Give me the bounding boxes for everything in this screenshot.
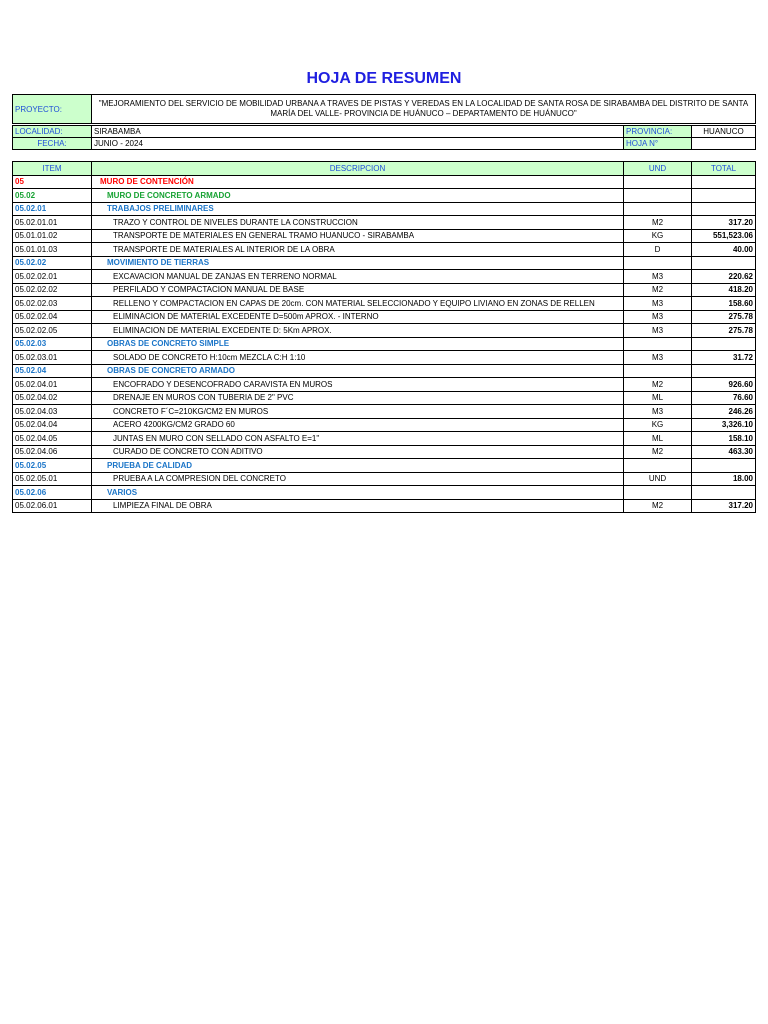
cell-total[interactable]: 418.20: [692, 283, 756, 297]
cell-total[interactable]: 40.00: [692, 243, 756, 257]
localidad-value[interactable]: SIRABAMBA: [92, 126, 624, 138]
cell-descripcion[interactable]: SOLADO DE CONCRETO H:10cm MEZCLA C:H 1:10: [92, 351, 624, 365]
table-row: [13, 324, 756, 338]
project-description[interactable]: "MEJORAMIENTO DEL SERVICIO DE MOBILIDAD URBANA A TRAVES DE PISTAS Y VEREDAS EN LA LOCALIDAD DE SANTA ROSA DE SIRABAMBA DEL DISTRITO DE SANTA MARÍA DEL VALLE- PROVINCIA DE HUÁNUCO – DEPARTAMENTO DE HUÁNUCO": [92, 95, 756, 124]
cell-und[interactable]: [624, 486, 692, 500]
cell-total[interactable]: 317.20: [692, 216, 756, 230]
cell-item[interactable]: 05.02.04.05: [13, 432, 92, 446]
cell-total[interactable]: [692, 256, 756, 270]
cell-descripcion[interactable]: MOVIMIENTO DE TIERRAS: [92, 256, 624, 270]
cell-item[interactable]: 05.02.04.03: [13, 405, 92, 419]
cell-total[interactable]: [692, 189, 756, 203]
cell-total[interactable]: [692, 175, 756, 189]
cell-descripcion[interactable]: RELLENO Y COMPACTACION EN CAPAS DE 20cm. CON MATERIAL SELECCIONADO Y EQUIPO LIVIANO EN ZONAS DE RELLEN: [92, 297, 624, 311]
cell-total[interactable]: 3,326.10: [692, 418, 756, 432]
cell-und[interactable]: ML: [624, 432, 692, 446]
summary-table: [12, 161, 756, 513]
header-total[interactable]: TOTAL: [692, 162, 756, 176]
table-row: [13, 202, 756, 216]
cell-und[interactable]: M2: [624, 378, 692, 392]
cell-descripcion[interactable]: DRENAJE EN MUROS CON TUBERIA DE 2" PVC: [92, 391, 624, 405]
hoja-label[interactable]: HOJA N°: [624, 138, 692, 150]
cell-item[interactable]: 05.02.02.02: [13, 283, 92, 297]
table-row: [13, 283, 756, 297]
cell-descripcion[interactable]: OBRAS DE CONCRETO SIMPLE: [92, 337, 624, 351]
cell-item[interactable]: 05.02.05.01: [13, 472, 92, 486]
cell-descripcion[interactable]: TRAZO Y CONTROL DE NIVELES DURANTE LA CONSTRUCCION: [92, 216, 624, 230]
provincia-label[interactable]: PROVINCIA:: [624, 126, 692, 138]
cell-total[interactable]: [692, 459, 756, 473]
cell-descripcion[interactable]: ELIMINACION DE MATERIAL EXCEDENTE D=500m APROX. - INTERNO: [92, 310, 624, 324]
cell-total[interactable]: 246.26: [692, 405, 756, 419]
header-item[interactable]: ITEM: [13, 162, 92, 176]
cell-total[interactable]: [692, 202, 756, 216]
cell-item[interactable]: 05.02.01.01: [13, 216, 92, 230]
cell-item[interactable]: 05.02.02.05: [13, 324, 92, 338]
cell-und[interactable]: [624, 189, 692, 203]
cell-descripcion[interactable]: PRUEBA A LA COMPRESION DEL CONCRETO: [92, 472, 624, 486]
cell-descripcion[interactable]: PRUEBA DE CALIDAD: [92, 459, 624, 473]
table-row: [13, 486, 756, 500]
table-row: [13, 189, 756, 203]
table-row: [13, 405, 756, 419]
table-row: [13, 445, 756, 459]
cell-und[interactable]: KG: [624, 418, 692, 432]
cell-item[interactable]: 05.01.01.02: [13, 229, 92, 243]
cell-total[interactable]: 551,523.06: [692, 229, 756, 243]
table-row: [13, 391, 756, 405]
cell-und[interactable]: M3: [624, 405, 692, 419]
cell-und[interactable]: UND: [624, 472, 692, 486]
cell-und[interactable]: D: [624, 243, 692, 257]
table-row: [13, 364, 756, 378]
cell-descripcion[interactable]: JUNTAS EN MURO CON SELLADO CON ASFALTO E=1": [92, 432, 624, 446]
cell-und[interactable]: [624, 202, 692, 216]
cell-und[interactable]: M2: [624, 283, 692, 297]
cell-total[interactable]: 220.62: [692, 270, 756, 284]
project-label[interactable]: PROYECTO:: [13, 95, 92, 124]
cell-descripcion[interactable]: ELIMINACION DE MATERIAL EXCEDENTE D: 5Km APROX.: [92, 324, 624, 338]
cell-descripcion[interactable]: OBRAS DE CONCRETO ARMADO: [92, 364, 624, 378]
cell-item[interactable]: 05.02.02: [13, 256, 92, 270]
cell-total[interactable]: 158.60: [692, 297, 756, 311]
table-row: [13, 472, 756, 486]
cell-item[interactable]: 05.02.02.03: [13, 297, 92, 311]
hoja-value[interactable]: [692, 138, 756, 150]
cell-total[interactable]: 18.00: [692, 472, 756, 486]
cell-item[interactable]: 05.02.04: [13, 364, 92, 378]
cell-total[interactable]: 31.72: [692, 351, 756, 365]
table-row: [13, 256, 756, 270]
table-row: [13, 229, 756, 243]
table-row: [13, 351, 756, 365]
cell-und[interactable]: [624, 364, 692, 378]
cell-und[interactable]: [624, 256, 692, 270]
cell-item[interactable]: 05.02.06: [13, 486, 92, 500]
cell-und[interactable]: [624, 337, 692, 351]
cell-descripcion[interactable]: CONCRETO F´C=210KG/CM2 EN MUROS: [92, 405, 624, 419]
table-row: [13, 310, 756, 324]
info-table: [12, 125, 756, 150]
table-row: [13, 270, 756, 284]
cell-descripcion[interactable]: EXCAVACION MANUAL DE ZANJAS EN TERRENO NORMAL: [92, 270, 624, 284]
cell-und[interactable]: ML: [624, 391, 692, 405]
table-row: [13, 175, 756, 189]
cell-total[interactable]: [692, 364, 756, 378]
cell-total[interactable]: 317.20: [692, 499, 756, 513]
cell-und[interactable]: M3: [624, 310, 692, 324]
cell-item[interactable]: 05.02.01: [13, 202, 92, 216]
cell-descripcion[interactable]: VARIOS: [92, 486, 624, 500]
cell-item[interactable]: 05.02: [13, 189, 92, 203]
table-row: [13, 459, 756, 473]
cell-und[interactable]: KG: [624, 229, 692, 243]
cell-total[interactable]: [692, 486, 756, 500]
cell-descripcion[interactable]: MURO DE CONTENCIÓN: [92, 175, 624, 189]
fecha-row: [13, 138, 756, 150]
cell-descripcion[interactable]: TRANSPORTE DE MATERIALES AL INTERIOR DE LA OBRA: [92, 243, 624, 257]
cell-item[interactable]: 05.02.04.04: [13, 418, 92, 432]
table-row: [13, 243, 756, 257]
fecha-label[interactable]: FECHA:: [13, 138, 92, 150]
cell-item[interactable]: 05.02.02.01: [13, 270, 92, 284]
cell-item[interactable]: 05.02.03: [13, 337, 92, 351]
cell-und[interactable]: M3: [624, 270, 692, 284]
cell-descripcion[interactable]: ACERO 4200KG/CM2 GRADO 60: [92, 418, 624, 432]
table-row: [13, 378, 756, 392]
cell-total[interactable]: 76.60: [692, 391, 756, 405]
cell-item[interactable]: 05.02.06.01: [13, 499, 92, 513]
cell-descripcion[interactable]: ENCOFRADO Y DESENCOFRADO CARAVISTA EN MUROS: [92, 378, 624, 392]
provincia-value[interactable]: HUANUCO: [692, 126, 756, 138]
cell-descripcion[interactable]: TRABAJOS PRELIMINARES: [92, 202, 624, 216]
cell-item[interactable]: 05.02.04.06: [13, 445, 92, 459]
table-body: [13, 175, 756, 513]
table-row: [13, 418, 756, 432]
cell-total[interactable]: 275.78: [692, 310, 756, 324]
cell-total[interactable]: 275.78: [692, 324, 756, 338]
cell-total[interactable]: 158.10: [692, 432, 756, 446]
cell-und[interactable]: M2: [624, 499, 692, 513]
header-und[interactable]: UND: [624, 162, 692, 176]
cell-und[interactable]: [624, 175, 692, 189]
page-title: HOJA DE RESUMEN: [306, 70, 462, 87]
cell-item[interactable]: 05.02.05: [13, 459, 92, 473]
table-header: [13, 162, 756, 176]
cell-und[interactable]: M3: [624, 351, 692, 365]
table-row: [13, 499, 756, 513]
cell-descripcion[interactable]: CURADO DE CONCRETO CON ADITIVO: [92, 445, 624, 459]
fecha-value[interactable]: JUNIO - 2024: [92, 138, 624, 150]
cell-item[interactable]: 05.02.04.02: [13, 391, 92, 405]
table-row: [13, 297, 756, 311]
localidad-row: [13, 126, 756, 138]
table-row: [13, 216, 756, 230]
cell-descripcion[interactable]: TRANSPORTE DE MATERIALES EN GENERAL TRAMO HUANUCO - SIRABAMBA: [92, 229, 624, 243]
header-descripcion[interactable]: DESCRIPCION: [92, 162, 624, 176]
cell-total[interactable]: 926.60: [692, 378, 756, 392]
cell-descripcion[interactable]: PERFILADO Y COMPACTACION MANUAL DE BASE: [92, 283, 624, 297]
cell-item[interactable]: 05: [13, 175, 92, 189]
table-row: [13, 337, 756, 351]
cell-und[interactable]: M2: [624, 216, 692, 230]
cell-item[interactable]: 05.02.03.01: [13, 351, 92, 365]
project-table: [12, 94, 756, 124]
table-row: [13, 432, 756, 446]
project-row: [13, 95, 756, 124]
localidad-label[interactable]: LOCALIDAD:: [13, 126, 92, 138]
cell-und[interactable]: M2: [624, 445, 692, 459]
cell-und[interactable]: [624, 459, 692, 473]
cell-descripcion[interactable]: LIMPIEZA FINAL DE OBRA: [92, 499, 624, 513]
cell-item[interactable]: 05.01.01.03: [13, 243, 92, 257]
cell-item[interactable]: 05.02.02.04: [13, 310, 92, 324]
cell-descripcion[interactable]: MURO DE CONCRETO ARMADO: [92, 189, 624, 203]
cell-item[interactable]: 05.02.04.01: [13, 378, 92, 392]
cell-und[interactable]: M3: [624, 324, 692, 338]
cell-total[interactable]: [692, 337, 756, 351]
cell-total[interactable]: 463.30: [692, 445, 756, 459]
cell-und[interactable]: M3: [624, 297, 692, 311]
